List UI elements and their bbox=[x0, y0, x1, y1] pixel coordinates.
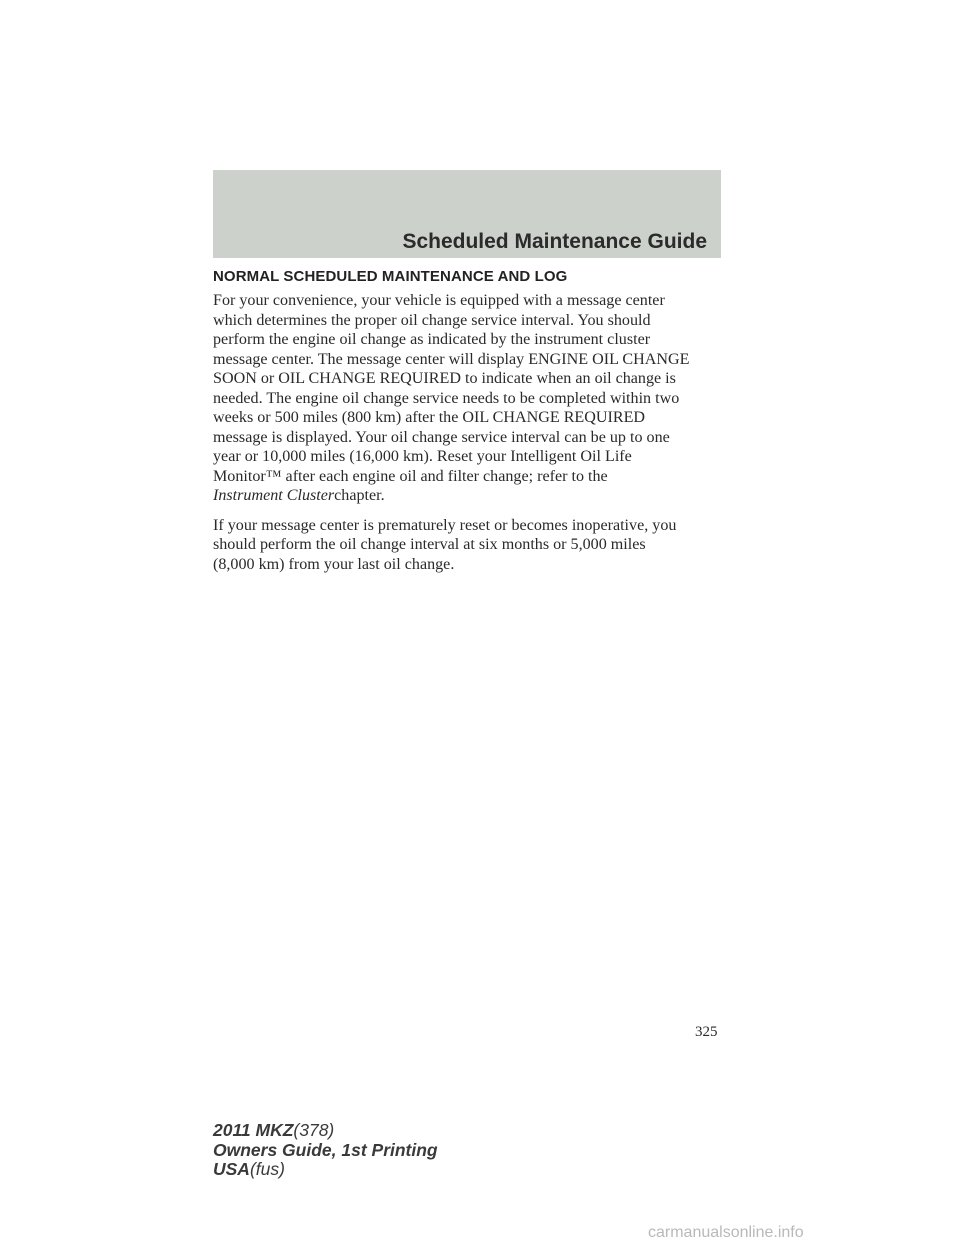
paragraph-line: SOON or OIL CHANGE REQUIRED to indicate when an oil change is bbox=[213, 370, 676, 387]
paragraph-line: weeks or 500 miles (800 km) after the OIL CHANGE REQUIRED bbox=[213, 409, 646, 426]
paragraph-line: If your message center is prematurely reset or becomes inoperative, you bbox=[213, 516, 677, 534]
paragraph-line: which determines the proper oil change service interval. You should bbox=[213, 311, 651, 329]
watermark: carmanualsonline.info bbox=[648, 1224, 804, 1241]
footer-model: 2011 MKZ bbox=[213, 1120, 294, 1140]
paragraph-line: should perform the oil change interval at six months or 5,000 miles bbox=[213, 536, 646, 553]
paragraph-line: perform the engine oil change as indicated by the instrument cluster bbox=[213, 331, 651, 348]
paragraph-message-center-reset bbox=[213, 516, 723, 575]
paragraph-line: year or 10,000 miles (16,000 km). Reset your Intelligent Oil Life bbox=[213, 448, 632, 465]
paragraph-line-reference bbox=[213, 486, 723, 506]
print-footer bbox=[213, 1121, 438, 1180]
paragraph-line: message center. The message center will display ENGINE OIL CHANGE bbox=[213, 350, 690, 368]
section-heading: NORMAL SCHEDULED MAINTENANCE AND LOG bbox=[213, 268, 568, 285]
paragraph-line: message is displayed. Your oil change service interval can be up to one bbox=[213, 428, 670, 446]
chapter-header-band bbox=[213, 170, 721, 258]
paragraph-line: Monitor™ after each engine oil and filter change; refer to the bbox=[213, 467, 608, 485]
chapter-title: Scheduled Maintenance Guide bbox=[402, 230, 707, 253]
reference-tail: chapter. bbox=[334, 487, 385, 504]
paragraph-oil-change-interval bbox=[213, 291, 723, 506]
chapter-reference: Instrument Cluster bbox=[213, 487, 335, 504]
footer-market: USA bbox=[213, 1159, 250, 1179]
paragraph-line: For your convenience, your vehicle is equipped with a message center bbox=[213, 292, 665, 309]
footer-market-line bbox=[213, 1160, 438, 1180]
page-number: 325 bbox=[695, 1024, 718, 1040]
footer-market-code: (fus) bbox=[249, 1159, 285, 1179]
footer-model-code: (378) bbox=[293, 1120, 335, 1140]
paragraph-line: (8,000 km) from your last oil change. bbox=[213, 555, 455, 573]
paragraph-line: needed. The engine oil change service needs to be completed within two bbox=[213, 389, 680, 407]
footer-printing: Owners Guide, 1st Printing bbox=[213, 1139, 438, 1160]
footer-printing-line bbox=[213, 1141, 438, 1161]
footer-model-line bbox=[213, 1121, 438, 1141]
page-content bbox=[213, 268, 723, 584]
